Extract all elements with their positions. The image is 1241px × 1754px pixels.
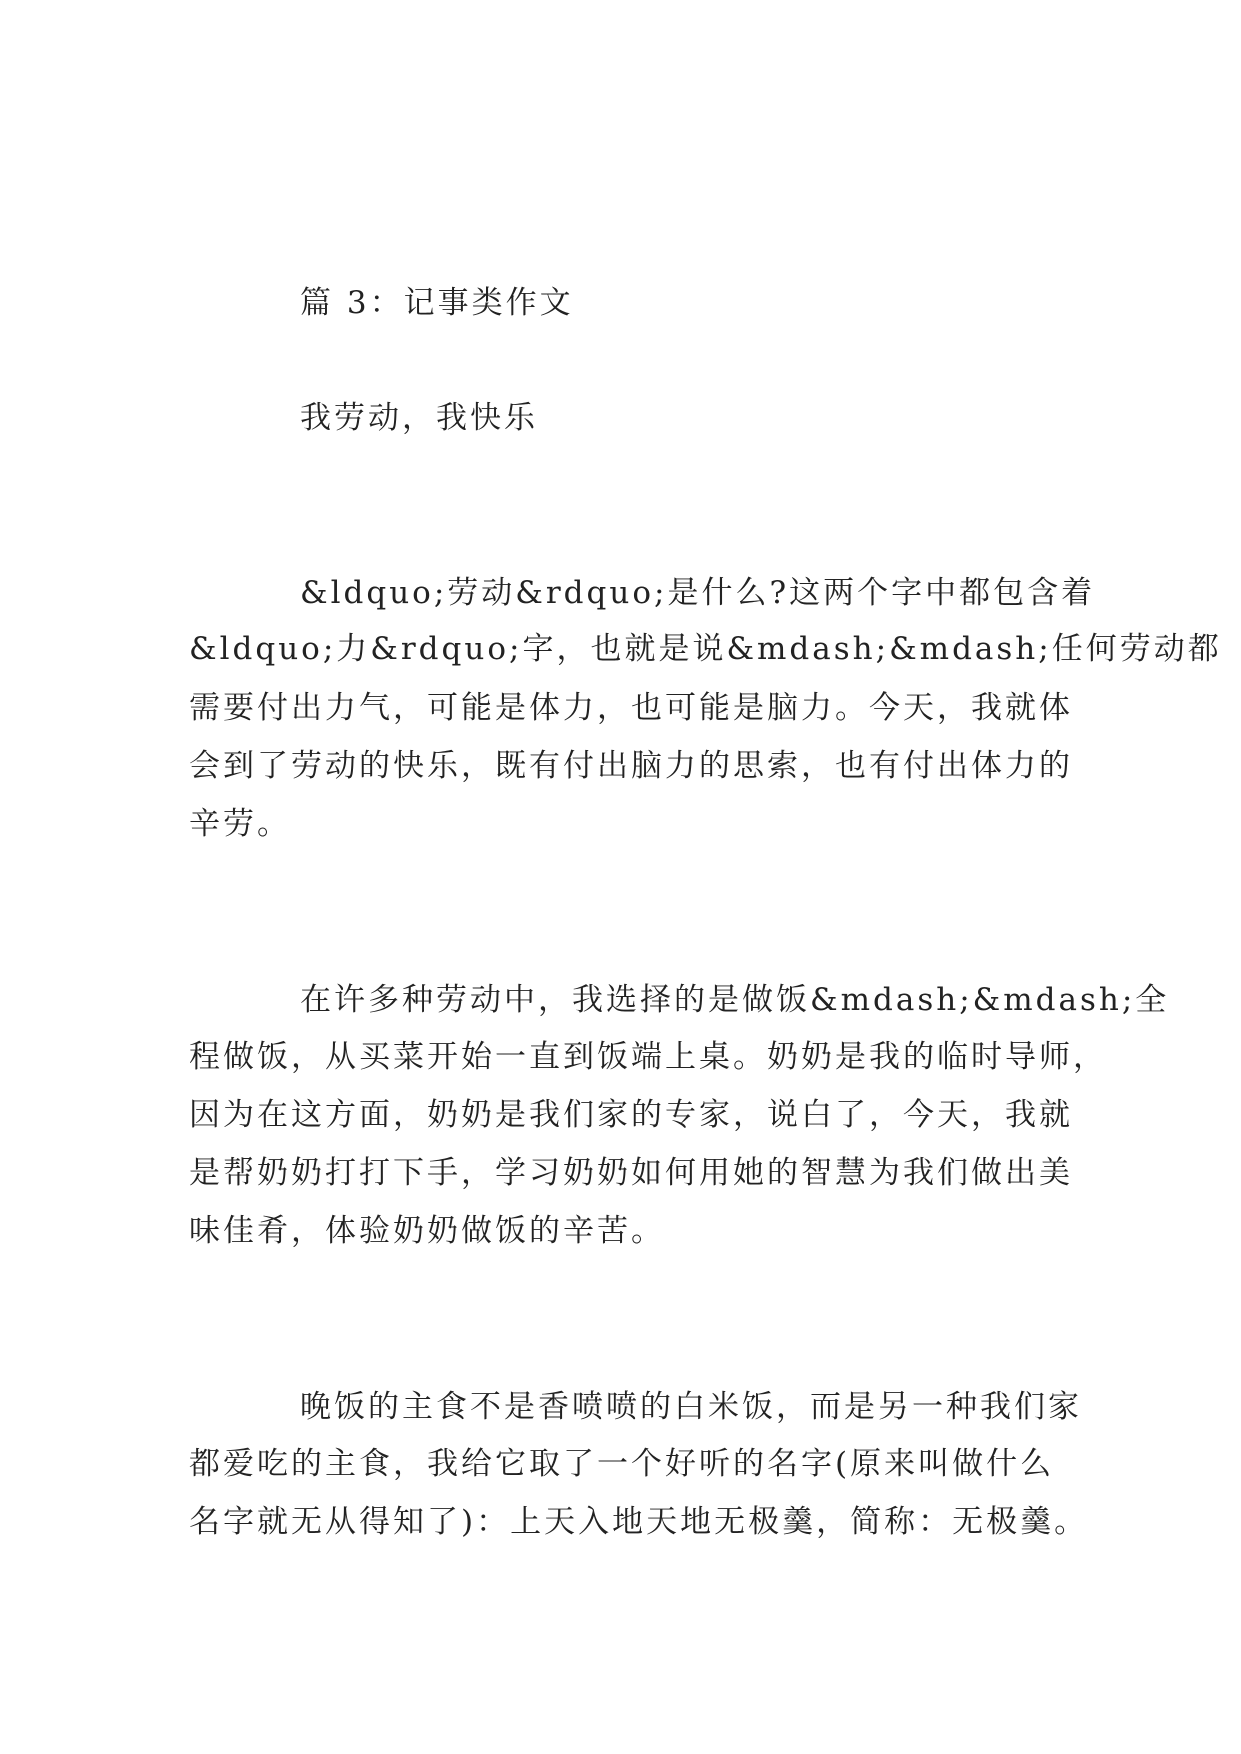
paragraph-line: 在许多种劳动中，我选择的是做饭&mdash;&mdash;全: [300, 982, 1170, 1018]
paragraph-line: &ldquo;劳动&rdquo;是什么?这两个字中都包含着: [300, 575, 1096, 611]
paragraph-line: 需要付出力气，可能是体力，也可能是脑力。今天，我就体: [189, 690, 1073, 726]
paragraph-line: 辛劳。: [189, 806, 291, 842]
paragraph-line: 都爱吃的主食，我给它取了一个好听的名字(原来叫做什么: [189, 1446, 1055, 1482]
paragraph-line: 是帮奶奶打打下手，学习奶奶如何用她的智慧为我们做出美: [189, 1155, 1073, 1191]
paragraph-line: 晚饭的主食不是香喷喷的白米饭，而是另一种我们家: [300, 1389, 1082, 1425]
paragraph-line: 因为在这方面，奶奶是我们家的专家，说白了，今天，我就: [189, 1097, 1073, 1133]
paragraph-line: 程做饭，从买菜开始一直到饭端上桌。奶奶是我的临时导师，: [189, 1039, 1107, 1075]
paragraph-line: 会到了劳动的快乐，既有付出脑力的思索，也有付出体力的: [189, 748, 1073, 784]
section-heading: 篇 3：记事类作文: [300, 285, 574, 321]
paragraph-line: 味佳肴，体验奶奶做饭的辛苦。: [189, 1213, 665, 1249]
essay-title: 我劳动，我快乐: [300, 400, 538, 436]
paragraph-line: 名字就无从得知了)：上天入地天地无极羹，简称：无极羹。: [189, 1504, 1089, 1540]
paragraph-line: &ldquo;力&rdquo;字，也就是说&mdash;&mdash;任何劳动都: [189, 631, 1222, 667]
